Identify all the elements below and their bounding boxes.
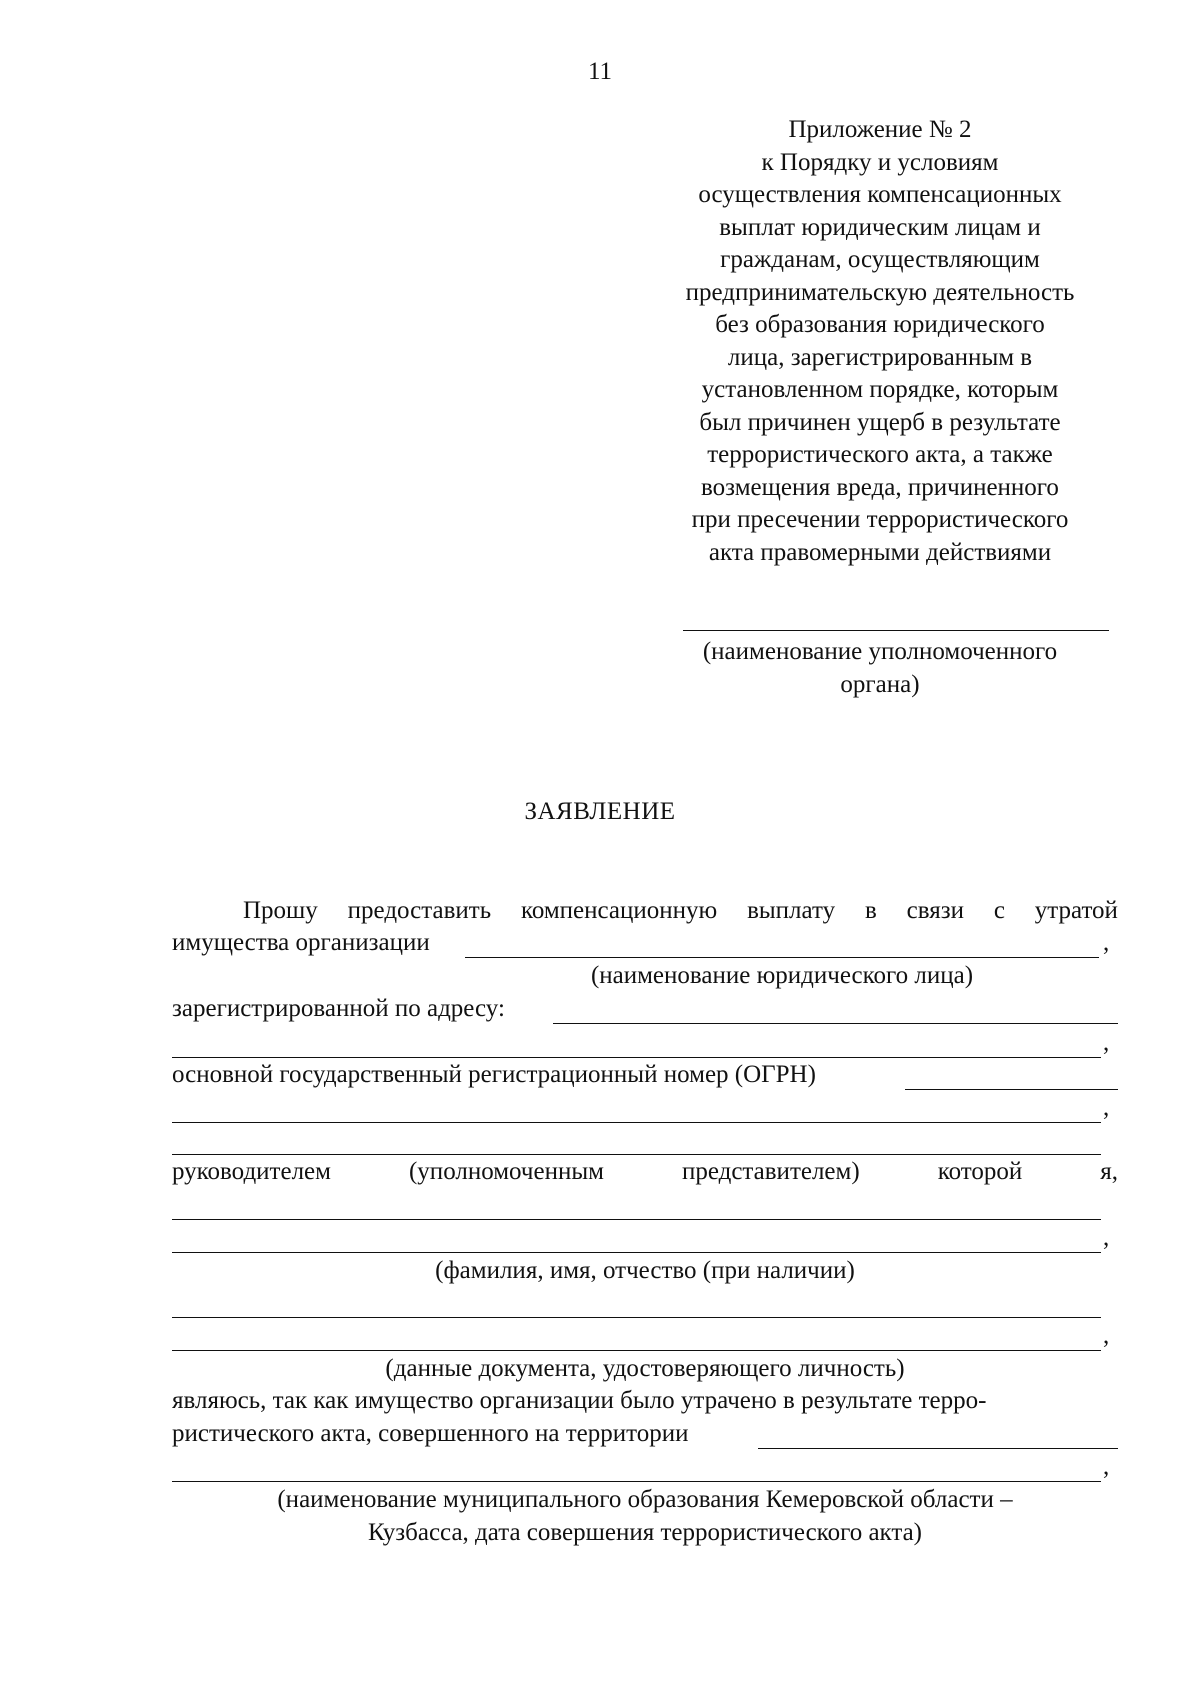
legal-entity-caption: (наименование юридического лица) [590,962,974,989]
reason-line: ристического акта, совершенного на территории [172,1420,689,1447]
annex-line: гражданам, осуществляющим [720,246,1040,273]
address-field[interactable] [553,1023,1118,1024]
full-name-caption: (фамилия, имя, отчество (при наличии) [435,1257,855,1284]
full-name-field-2[interactable] [172,1252,1101,1253]
word: в [864,897,877,924]
territory-field[interactable] [758,1448,1118,1449]
organization-label: имущества организации [172,929,430,956]
annex-line: террористического акта, а также [707,441,1053,468]
territory-field-2[interactable] [172,1481,1101,1482]
annex-line: лица, зарегистрированным в [727,343,1033,371]
word: компенсационную [520,897,718,924]
request-line [243,897,1118,925]
authority-caption: органа) [840,671,920,698]
address-field-2[interactable] [172,1057,1101,1058]
annex-line: был причинен ущерб в результате [699,408,1061,436]
page-number: 11 [587,58,613,85]
word: Прошу [243,897,318,924]
ogrn-field-2[interactable] [172,1122,1101,1123]
comma: , [1103,929,1110,956]
word: я, [1100,1158,1118,1185]
annex-line: Приложение № 2 [788,116,972,143]
ogrn-label: основной государственный регистрационный номер (ОГРН) [172,1061,816,1088]
registered-address-label: зарегистрированной по адресу: [172,995,505,1022]
legal-entity-name-field[interactable] [465,957,1099,958]
comma: , [1103,1029,1110,1056]
annex-line: без образования юридического [715,311,1045,338]
annex-line: к Порядку и условиям [761,148,999,176]
id-document-caption: (данные документа, удостоверяющего личность) [385,1355,905,1382]
word: утратой [1034,897,1118,924]
word: выплату [747,897,836,924]
id-document-field-2[interactable] [172,1350,1101,1351]
word: (уполномоченным [408,1158,604,1185]
municipality-caption: (наименование муниципального образования Кемеровской области – [277,1486,1013,1513]
word: которой [937,1158,1023,1185]
comma: , [1103,1094,1110,1121]
word: связи [906,897,964,924]
annex-line: акта правомерными действиями [708,538,1052,566]
comma: , [1103,1453,1110,1480]
word: с [993,897,1005,924]
annex-line: при пресечении террористического [691,506,1069,533]
comma: , [1103,1322,1110,1349]
extra-field[interactable] [172,1154,1101,1155]
annex-line: установленном порядке, которым [701,376,1059,403]
authority-caption: (наименование уполномоченного [702,638,1058,665]
annex-line: возмещения вреда, причиненного [701,473,1059,501]
ogrn-field[interactable] [905,1089,1118,1090]
annex-header [640,114,1120,569]
authority-name-field[interactable] [683,630,1109,631]
reason-line: являюсь, так как имущество организации было утрачено в результате терро- [172,1387,987,1414]
representative-line [172,1158,1118,1186]
municipality-caption: Кузбасса, дата совершения террористического акта) [367,1519,923,1546]
annex-line: выплат юридическим лицам и [719,213,1041,241]
word: представителем) [681,1158,860,1185]
word: предоставить [347,897,492,924]
annex-line: осуществления компенсационных [698,181,1062,208]
annex-line: предпринимательскую деятельность [685,278,1075,306]
word: руководителем [172,1158,331,1185]
id-document-field[interactable] [172,1317,1101,1318]
full-name-field[interactable] [172,1219,1101,1220]
document-title: ЗАЯВЛЕНИЕ [524,798,676,825]
comma: , [1103,1224,1110,1251]
